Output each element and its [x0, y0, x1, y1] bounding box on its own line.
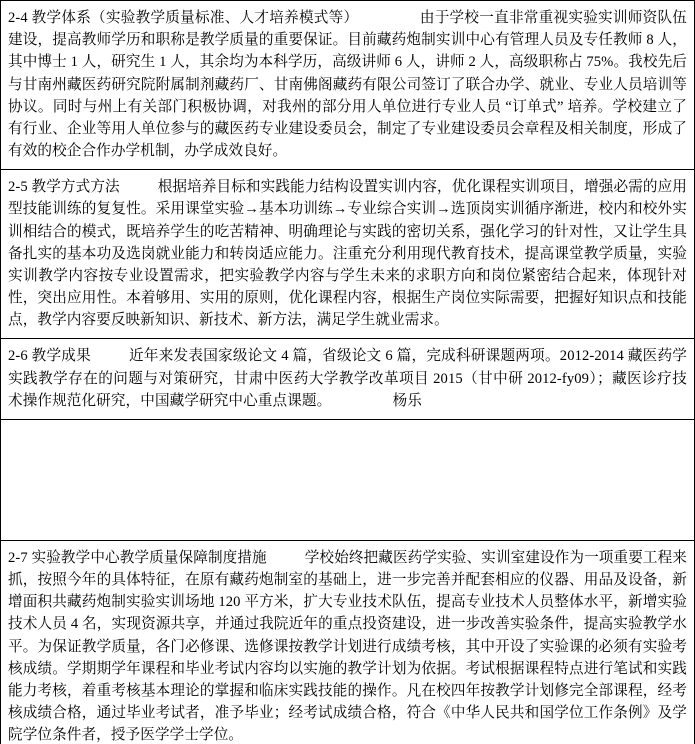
table-row	[1, 170, 695, 339]
section-cell-2-6	[1, 339, 695, 420]
section-2-5-body: 根据培养目标和实践能力结构设置实训内容，优化课程实训项目，增强必需的应用型技能训练的复复性。采用课堂实验→基本功训练→专业综合实训→选顶岗实训循序渐进，校内和校外实训相结合的模式，既培养学生的吃苦精神、明确理论与实践的密切关系，强化学习的针对性，又让学生具备扎实的基本功及选岗就业能力和转岗适应能力。注重充分利用现代教育技术，提高课堂教学质量，实验实训教学内容按专业设置需求，把实验教学内容与学生未来的求职方向和岗位紧密结合起来，体现针对性，突出应用性。本着够用、实用的原则，优化课程内容，根据生产岗位实际需要，把握好知识点和技能点，教学内容要反映新知识、新技术、新方法，满足学生就业需求。	[8, 179, 687, 329]
section-cell-2-7	[1, 540, 695, 744]
section-2-6-signature: 杨乐	[392, 392, 422, 409]
section-2-6-text	[8, 345, 687, 412]
section-2-7-heading: 2-7 实验教学中心教学质量保障制度措施	[8, 549, 267, 566]
section-2-7-body: 学校始终把藏医药学实验、实训室建设作为一项重要工程来抓，按照今年的具体特征，在原有藏药炮制室的基础上，进一步完善并配套相应的仪器、用品及设备，新增面积共藏药炮制实验实训场地 120 平方米，扩大专业技术队伍，提高专业技术人员整体水平，新增实验技术人员 4 名，实现资源共享，并通过我院近年的重点投资建设，进一步改善实验条件，提高实验教学水平。为保证教学质量，各门必修课、选修课按教学计划进行成绩考核，其中开设了实验课的必须有实验考核成绩。学期期学年课程和毕业考试内容均以实施的教学计划为依据。考试根据课程特点进行笔试和实践能力考核，着重考核基本理论的掌握和临床实践技能的操作。凡在校四年按教学计划修完全部课程，经考核成绩合格，通过毕业考试者，准予毕业；经考试成绩合格，符合《中华人民共和国学位工作条例》及学院学位条件者，授予医学学士学位。	[8, 549, 687, 744]
section-2-4-body: 由于学校一直非常重视实验实训师资队伍建设，提高教师学历和职称是教学质量的重要保证。目前藏药炮制实训中心有管理人员及专任教师 8 人，其中博士 1 人，研究生 1 人，其余均为本科学历，高级讲师 6 人，讲师 2 人，高级职称占 75%。我校先后与甘南州藏医药研究院附属制剂藏药厂、甘南佛阁藏药有限公司签订了联合办学、就业、专业人员培训等协议。同时与州上有关部门积极协调，对我州的部分用人单位进行专业人员 “订单式” 培养。学校建立了有行业、企业等用人单位参与的藏医药专业建设委员会，制定了专业建设委员会章程及相关制度，形成了有效的校企合作办学机制，办学成效良好。	[8, 10, 687, 160]
table-row	[1, 1, 695, 170]
section-cell-2-4	[1, 1, 695, 170]
section-2-5-heading: 2-5 教学方式方法	[8, 179, 120, 196]
section-2-5-text	[8, 176, 687, 331]
section-2-6-body: 近年来发表国家级论文 4 篇，省级论文 6 篇，完成科研课题两项。2012-2014 藏医药学实践教学存在的问题与对策研究，甘肃中医药大学教学改革项目 2015（甘中研 2012-fy09）；藏医诊疗技术操作规范化研究，中国藏学研究中心重点课题。	[8, 348, 687, 409]
section-2-4-heading: 2-4 教学体系（实验教学质量标准、人才培养模式等）	[8, 10, 359, 26]
section-cell-2-5	[1, 170, 695, 339]
table-row	[1, 540, 695, 744]
section-2-4-text	[8, 7, 687, 162]
blank-spacer-cell	[1, 419, 695, 540]
table-row	[1, 339, 695, 420]
table-row-spacer	[1, 419, 695, 540]
section-2-6-heading: 2-6 教学成果	[8, 348, 91, 365]
section-2-7-text	[8, 547, 687, 744]
